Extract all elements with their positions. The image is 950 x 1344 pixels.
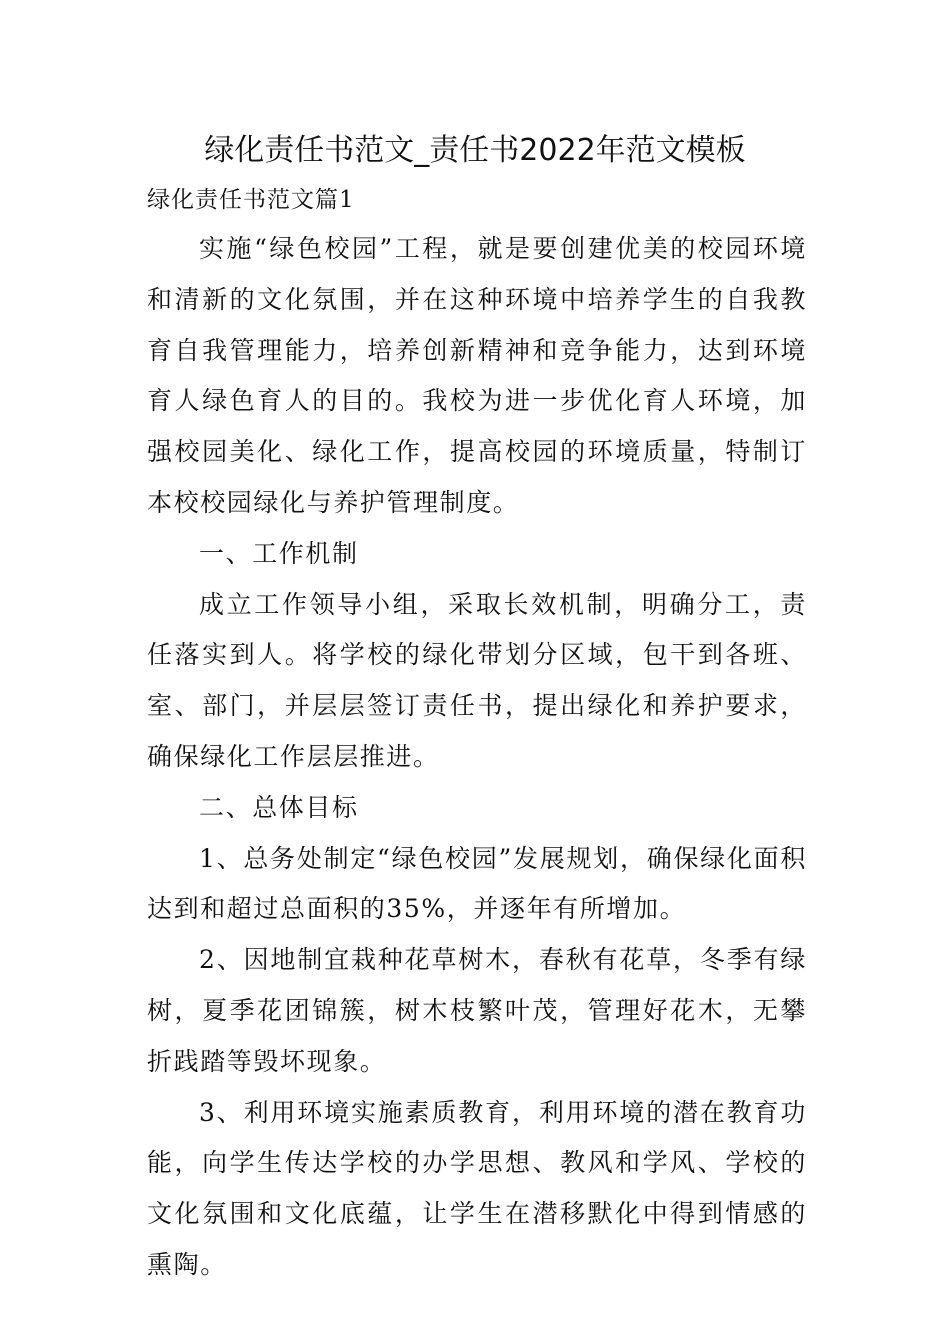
heading-overall-goals: 二、总体目标 [199,792,359,822]
paragraph-goal-3: 3、利用环境实施素质教育，利用环境的潜在教育功能，向学生传达学校的办学思想、教风和学风、学校的文化氛围和文化底蕴，让学生在潜移默化中得到情感的熏陶。 [147,1097,807,1279]
paragraph-work-mechanism: 成立工作领导小组，采取长效机制，明确分工，责任落实到人。将学校的绿化带划分区域，包干到各班、室、部门，并层层签订责任书，提出绿化和养护要求，确保绿化工作层层推进。 [147,589,807,771]
document-subtitle: 绿化责任书范文篇1 [147,187,355,213]
paragraph-goal-2: 2、因地制宜栽种花草树木，春秋有花草，冬季有绿树，夏季花团锦簇，树木枝繁叶茂，管理好花木，无攀折践踏等毁坏现象。 [147,945,807,1076]
paragraph-goal-1: 1、总务处制定“绿色校园”发展规划，确保绿化面积达到和超过总面积的35%，并逐年有所增加。 [147,843,807,924]
heading-work-mechanism: 一、工作机制 [199,538,359,568]
document-body [147,224,807,1291]
paragraph-intro: 实施“绿色校园”工程，就是要创建优美的校园环境和清新的文化氛围，并在这种环境中培养学生的自我教育自我管理能力，培养创新精神和竞争能力，达到环境育人绿色育人的目的。我校为进一步优化育人环境，加强校园美化、绿化工作，提高校园的环境质量，特制订本校校园绿化与养护管理制度。 [147,234,807,517]
document-title: 绿化责任书范文_责任书2022年范文模板 [204,133,746,168]
